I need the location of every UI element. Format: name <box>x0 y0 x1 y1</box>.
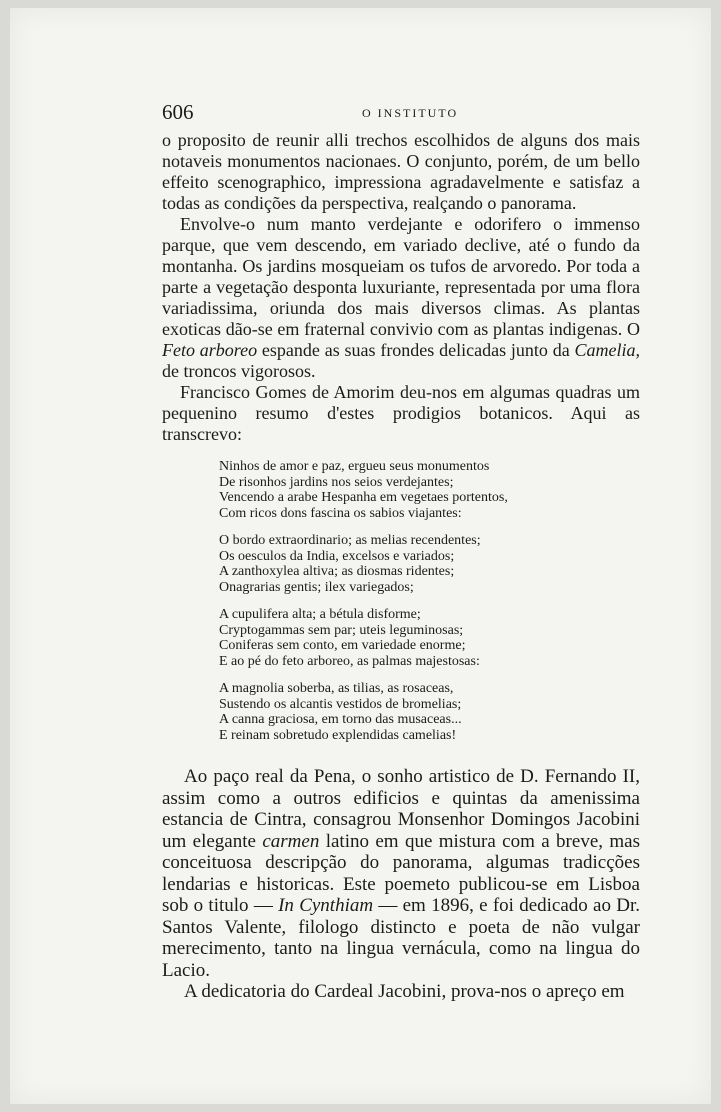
poem-line: Vencendo a arabe Hespanha em vegetaes portentos, <box>219 490 508 505</box>
poem-line: De risonhos jardins nos seios verdejantes; <box>219 474 454 490</box>
poem-line: A cupulifera alta; a bétula disforme; <box>219 607 421 622</box>
poem-line: A zanthoxylea altiva; as diosmas ridentes; <box>219 564 455 579</box>
italic-text: Camelia, <box>574 340 640 360</box>
poem-line: O bordo extraordinario; as melias recendentes; <box>219 533 481 548</box>
paragraph: A dedicatoria do Cardeal Jacobini, prova-nos o apreço em <box>184 981 625 1002</box>
poem-line: E reinam sobretudo explendidas camelias! <box>219 727 457 743</box>
poem-stanza <box>219 459 599 521</box>
text-run: espande as suas frondes delicadas junto da <box>257 340 575 360</box>
page-header <box>162 100 640 130</box>
italic-text: carmen <box>262 830 320 852</box>
text-run: Envolve-o num manto verdejante e odorifero o immenso parque, que vem descendo, em variado declive, até o fundo da montanha. Os jardins mosqueiam os tufos de arvoredo. Por toda a parte a vegetação desponta luxuriante, representada por uma flora variadissima, oriunda dos mais diversos climas. As plantas exoticas dão-se em fraternal convivio com as plantas indigenas. O <box>162 214 640 339</box>
poem-line: Onagrarias gentis; ilex variegados; <box>219 579 414 595</box>
poem-line: Sustendo os alcantis vestidos de bromelias; <box>219 696 462 712</box>
poem <box>219 459 599 755</box>
poem-line: Coniferas sem conto, em variedade enorme; <box>219 638 466 653</box>
poem-line: Com ricos dons fascina os sabios viajantes: <box>219 505 462 521</box>
poem-line: Os oesculos da India, excelsos e variados; <box>219 548 455 564</box>
text-run: latino em que mistura com a breve, mas conceituosa descripção do panorama, algumas tradicções lendarias e historicas. Este poemeto publicou-se em Lisboa sob o titulo — <box>162 830 640 916</box>
italic-text: In Cynthiam <box>278 895 374 916</box>
poem-line: Cryptogammas sem par; uteis leguminosas; <box>219 622 464 638</box>
page-number: 606 <box>162 100 194 124</box>
poem-line: A canna graciosa, em torno das musaceas... <box>219 712 462 727</box>
paragraph <box>162 766 640 981</box>
text-run: de troncos vigorosos. <box>162 361 316 381</box>
text-run: — em 1896, e foi dedicado ao Dr. Santos Valente, filologo distincto e poeta de não vulgar merecimento, tanto na lingua vernácula, como na lingua do Lacio. <box>162 895 640 981</box>
body-text-bottom <box>162 766 640 1003</box>
text-run: Ao paço real da Pena, o sonho artistico de D. Fernando II, assim como a outros edificios e quintas da amenissima estancia de Cintra, consagrou Monsenhor Domingos Jacobini um elegante <box>162 766 640 852</box>
poem-line: E ao pé do feto arboreo, as palmas majestosas: <box>219 653 480 669</box>
paragraph: Francisco Gomes de Amorim deu-nos em algumas quadras um pequenino resumo d'estes prodigios botanicos. Aqui as transcrevo: <box>162 382 640 444</box>
poem-line: Ninhos de amor e paz, ergueu seus monumentos <box>219 459 490 474</box>
poem-line: A magnolia soberba, as tilias, as rosaceas, <box>219 681 454 696</box>
body-text-top <box>162 130 640 445</box>
paragraph: o proposito de reunir alli trechos escolhidos de alguns dos mais notaveis monumentos nacionaes. O conjunto, porém, de um bello effeito scenographico, impressiona agradavelmente e satisfaz a todas as condições da perspectiva, realçando o panorama. <box>162 130 640 213</box>
poem-stanza <box>219 607 599 669</box>
running-head: O INSTITUTO <box>362 106 459 120</box>
poem-stanza <box>219 681 599 743</box>
paragraph <box>162 214 640 382</box>
italic-text: Feto arboreo <box>162 340 258 360</box>
poem-stanza <box>219 533 599 595</box>
